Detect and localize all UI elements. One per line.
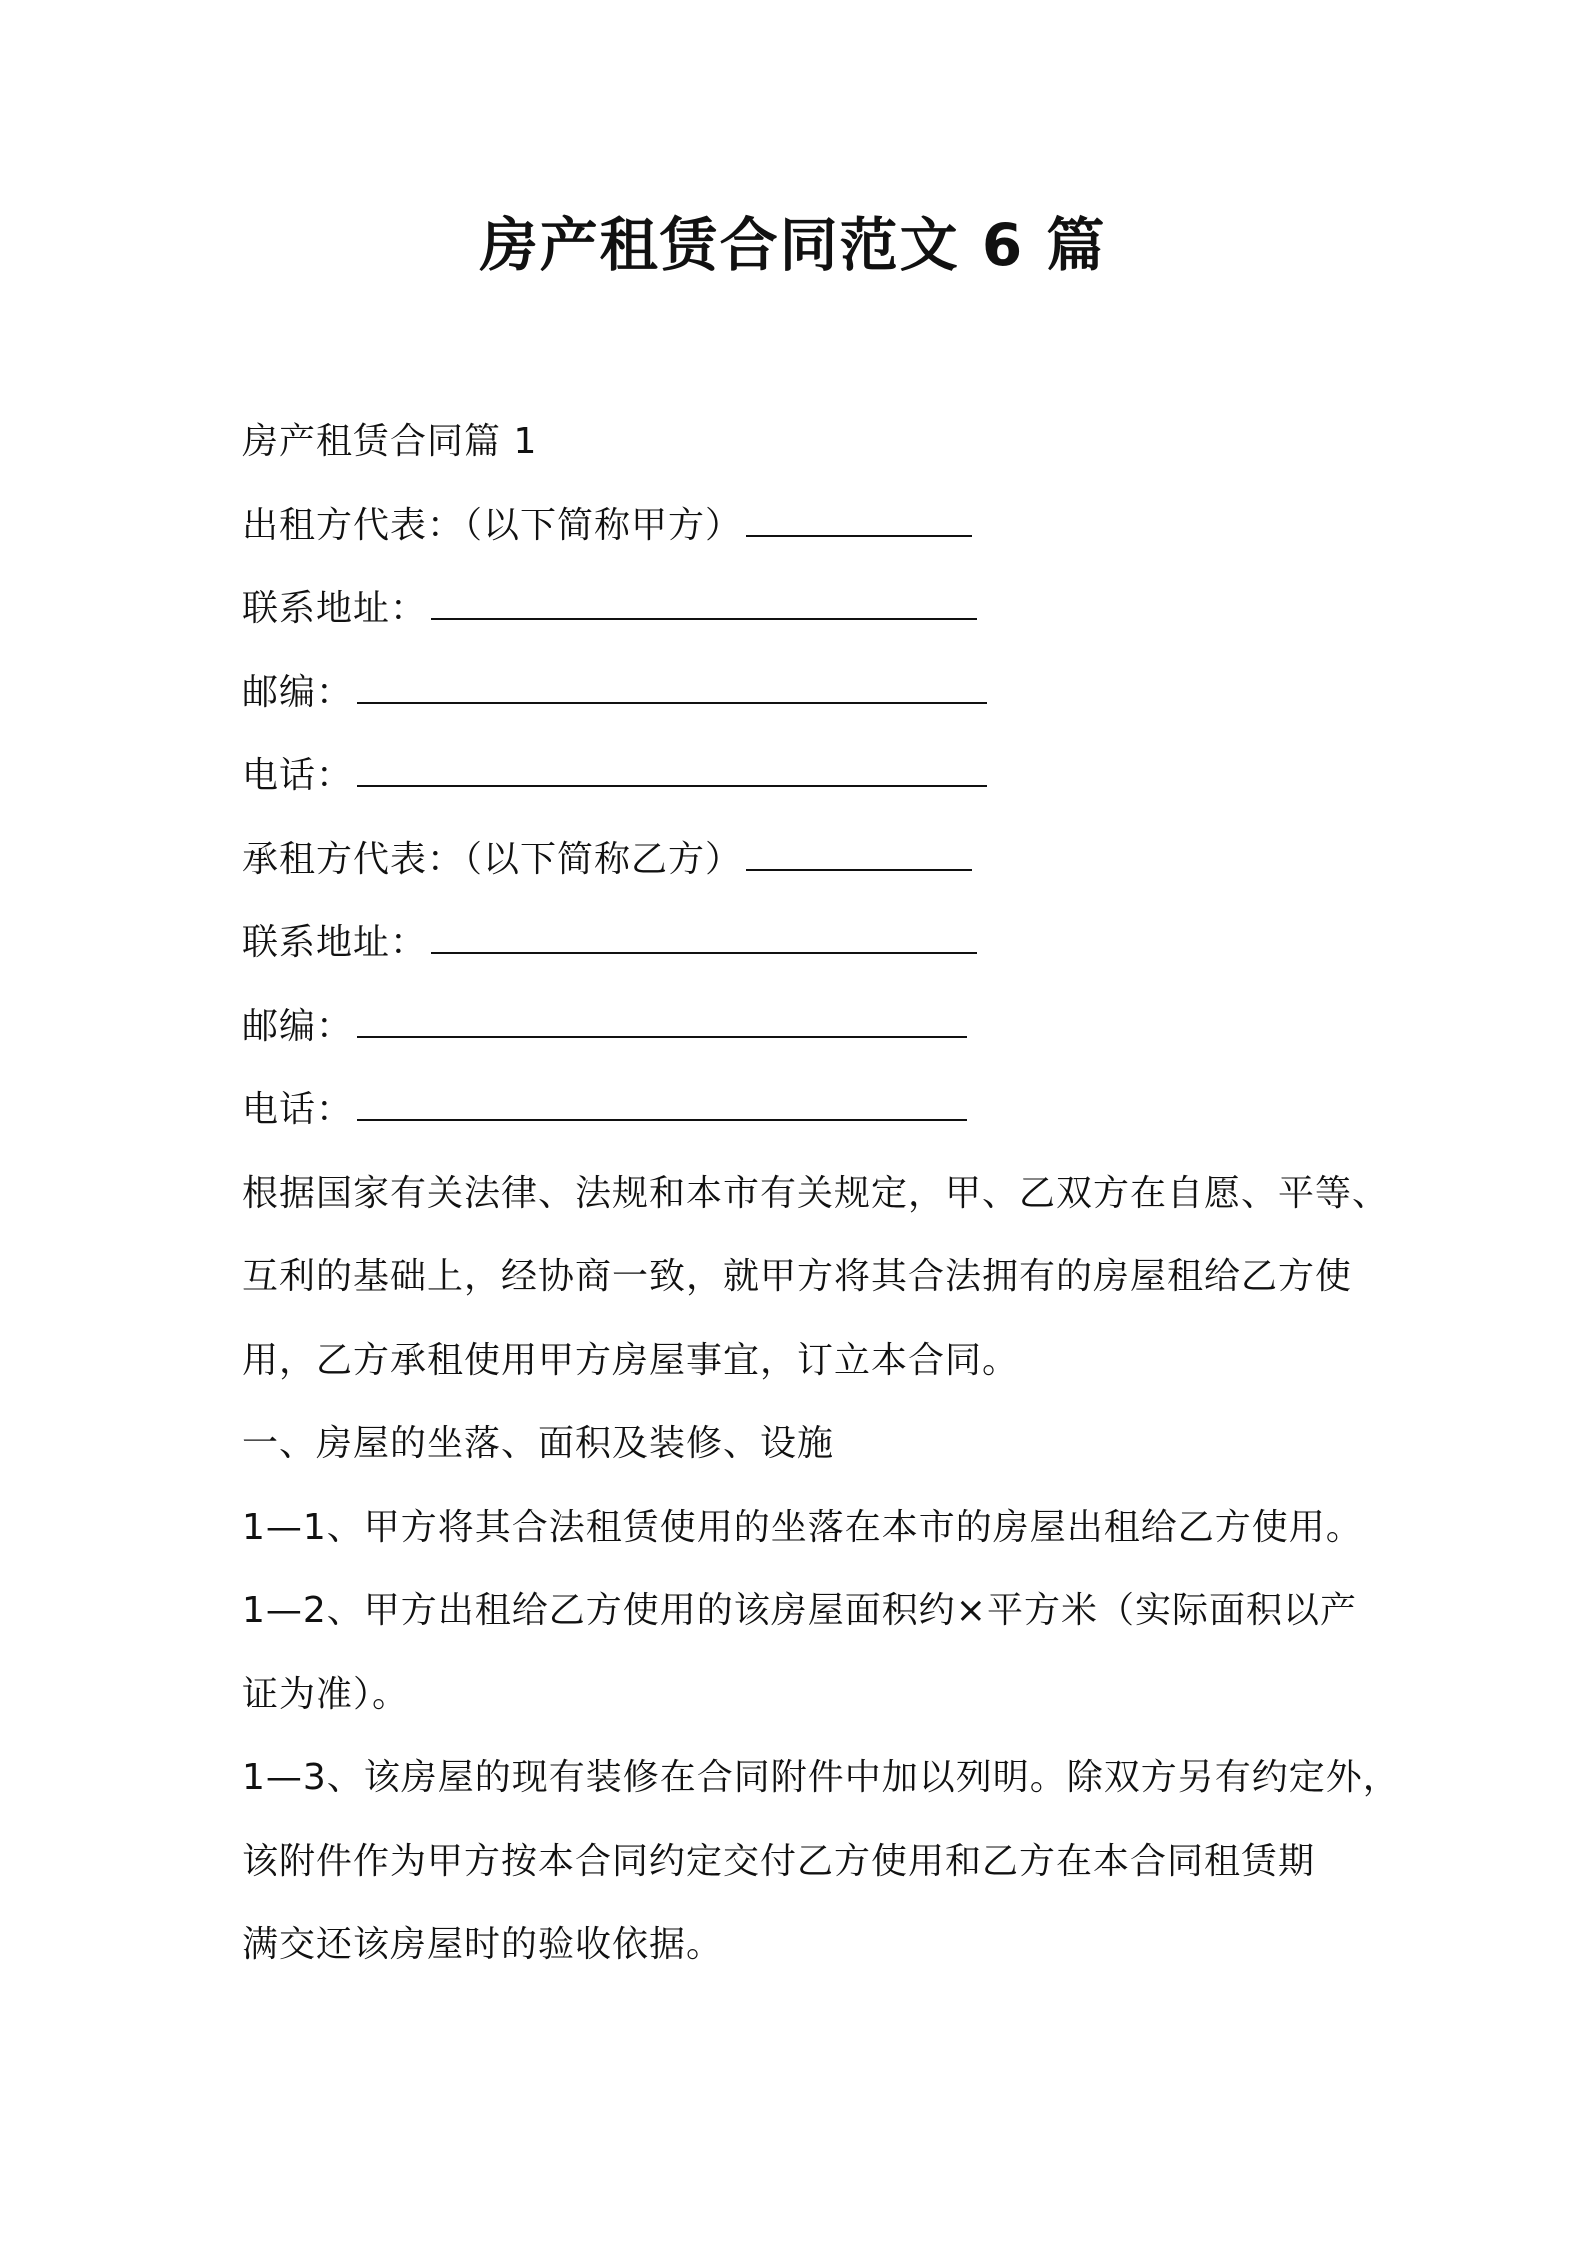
paragraph-line: 该附件作为甲方按本合同约定交付乙方使用和乙方在本合同租赁期: [242, 1840, 1316, 1882]
section-heading: 房产租赁合同篇 1: [242, 421, 538, 462]
paragraph-line: 满交还该房屋时的验收依据。: [242, 1924, 724, 1965]
document-title: 房产租赁合同范文 6 篇: [479, 211, 1107, 279]
document-body: [242, 400, 1400, 1987]
paragraph-line: 用，乙方承租使用甲方房屋事宜，订立本合同。: [242, 1339, 1020, 1381]
lessee-address-line: 联系地址：: [242, 901, 1362, 985]
fill-blank: [357, 1000, 967, 1038]
lessor-phone-line: 电话：: [242, 734, 1362, 818]
lessee-representative-line: 承租方代表：（以下简称乙方）: [242, 818, 1362, 902]
lessee-phone-line: 电话：: [242, 1068, 1362, 1152]
lessee-postcode-line: 邮编：: [242, 985, 1362, 1069]
fill-blank: [431, 582, 977, 620]
paragraph-line: 1—1、甲方将其合法租赁使用的坐落在本市的房屋出租给乙方使用。: [242, 1506, 1363, 1548]
fill-blank: [357, 749, 987, 787]
lessor-representative-line: 出租方代表：（以下简称甲方）: [242, 484, 1362, 568]
clause-heading: 一、房屋的坐落、面积及装修、设施: [242, 1423, 835, 1464]
lessor-address-line: 联系地址：: [242, 567, 1362, 651]
paragraph-line: 证为准）。: [242, 1673, 410, 1715]
paragraph-line: 1—3、该房屋的现有装修在合同附件中加以列明。除双方另有约定外，: [242, 1757, 1400, 1798]
paragraph-line: 根据国家有关法律、法规和本市有关规定，甲、乙双方在自愿、平等、: [242, 1172, 1390, 1214]
fill-blank: [357, 1083, 967, 1121]
lessor-postcode-line: 邮编：: [242, 651, 1362, 735]
fill-blank: [357, 666, 987, 704]
fill-blank: [431, 916, 977, 954]
paragraph-line: 1—2、甲方出租给乙方使用的该房屋面积约×平方米（实际面积以产: [242, 1590, 1357, 1631]
paragraph-line: 互利的基础上，经协商一致，就甲方将其合法拥有的房屋租给乙方使: [242, 1256, 1353, 1297]
fill-blank: [746, 833, 972, 871]
fill-blank: [746, 499, 972, 537]
